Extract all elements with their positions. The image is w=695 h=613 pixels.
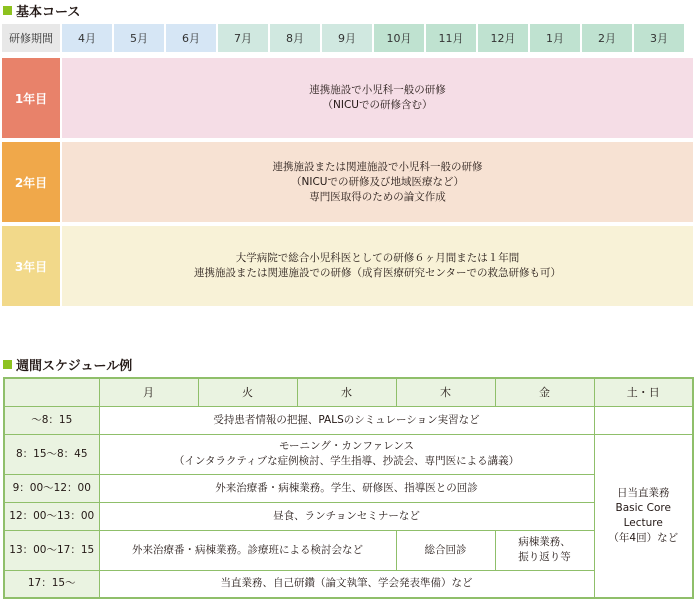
- period-label: 研修期間: [2, 24, 60, 52]
- time-cell: 8：15〜8：45: [4, 434, 99, 474]
- month-cell: 1月: [530, 24, 580, 52]
- schedule-row: [4, 530, 693, 570]
- schedule-row: [4, 570, 693, 598]
- activity-cell: 外来治療番・病棟業務。学生、研修医、指導医との回診: [99, 474, 594, 502]
- basic-course-table: [2, 24, 693, 306]
- day-header-thu: 木: [396, 378, 495, 406]
- weekend-line: （年4回）など: [608, 531, 679, 544]
- activity-line: モーニング・カンファレンス: [278, 440, 415, 452]
- month-cell: 6月: [166, 24, 216, 52]
- activity-cell-ward: [495, 530, 594, 570]
- month-cell: 3月: [634, 24, 684, 52]
- year-1-label: 1年目: [2, 58, 60, 138]
- activity-line: （インタラクティブな症例検討、学生指導、抄読会、専門医による講義）: [173, 455, 520, 467]
- activity-line: 病棟業務、: [518, 536, 571, 548]
- year-2-line-2: （NICUでの研修及び地域医療など）: [291, 175, 464, 188]
- year-3-row: [2, 226, 693, 306]
- year-3-line-2: 連携施設または関連施設での研修（成育医療研究センターでの救急研修も可）: [193, 267, 562, 279]
- time-cell: 9：00〜12：00: [4, 474, 99, 502]
- corner-cell: [4, 378, 99, 406]
- day-header-tue: 火: [198, 378, 297, 406]
- basic-course-title-text: 基本コース: [16, 4, 81, 20]
- day-header-mon: 月: [99, 378, 198, 406]
- month-cell: 2月: [582, 24, 632, 52]
- year-1-content: [62, 58, 693, 138]
- month-cell: 12月: [478, 24, 528, 52]
- bullet-square-icon: [3, 360, 12, 369]
- day-header-fri: 金: [495, 378, 594, 406]
- year-1-line-1: 連携施設で小児科一般の研修: [309, 84, 446, 96]
- month-cell: 7月: [218, 24, 268, 52]
- weekly-schedule-title-text: 週間スケジュール例: [16, 358, 133, 374]
- time-cell: 13：00〜17：15: [4, 530, 99, 570]
- time-cell: 12：00〜13：00: [4, 502, 99, 530]
- activity-line: 振り返り等: [518, 551, 571, 563]
- year-1-row: [2, 58, 693, 138]
- year-3-line-1: 大学病院で総合小児科医としての研修６ヶ月間または１年間: [235, 252, 520, 264]
- basic-course-title: [3, 1, 80, 19]
- month-cell: 10月: [374, 24, 424, 52]
- weekend-cell: [594, 434, 693, 598]
- weekly-schedule-title: [3, 355, 132, 373]
- activity-cell: [99, 434, 594, 474]
- activity-cell: 受持患者情報の把握、PALSのシミュレーション実習など: [99, 406, 594, 434]
- schedule-row: [4, 434, 693, 474]
- time-cell: 17：15〜: [4, 570, 99, 598]
- day-header-weekend: 土・日: [594, 378, 693, 406]
- day-header-wed: 水: [297, 378, 396, 406]
- year-2-line-1: 連携施設または関連施設で小児科一般の研修: [272, 160, 483, 173]
- year-2-line-3: 専門医取得のための論文作成: [309, 190, 446, 203]
- month-cell: 5月: [114, 24, 164, 52]
- schedule-row: [4, 406, 693, 434]
- month-cell: 4月: [62, 24, 112, 52]
- year-2-label: 2年目: [2, 142, 60, 222]
- activity-cell: 外来治療番・病棟業務。診療班による検討会など: [99, 530, 396, 570]
- weekend-line: 日当直業務: [617, 486, 670, 499]
- weekend-empty-cell: [594, 406, 693, 434]
- month-cell: 8月: [270, 24, 320, 52]
- month-cell: 9月: [322, 24, 372, 52]
- day-header-row: [4, 378, 693, 406]
- time-cell: 〜8：15: [4, 406, 99, 434]
- weekly-schedule-table: [3, 377, 694, 599]
- schedule-row: [4, 502, 693, 530]
- year-2-row: [2, 142, 693, 222]
- year-1-line-2: （NICUでの研修含む）: [322, 99, 433, 111]
- activity-cell-rounds: 総合回診: [396, 530, 495, 570]
- year-3-label: 3年目: [2, 226, 60, 306]
- month-cell: 11月: [426, 24, 476, 52]
- schedule-row: [4, 474, 693, 502]
- weekend-line: Basic Core Lecture: [615, 501, 671, 529]
- year-3-content: [62, 226, 693, 306]
- activity-cell: 当直業務、自己研鑽（論文執筆、学会発表準備）など: [99, 570, 594, 598]
- year-2-content: [62, 142, 693, 222]
- bullet-square-icon: [3, 6, 12, 15]
- activity-cell: 昼食、ランチョンセミナーなど: [99, 502, 594, 530]
- month-header-row: [2, 24, 693, 54]
